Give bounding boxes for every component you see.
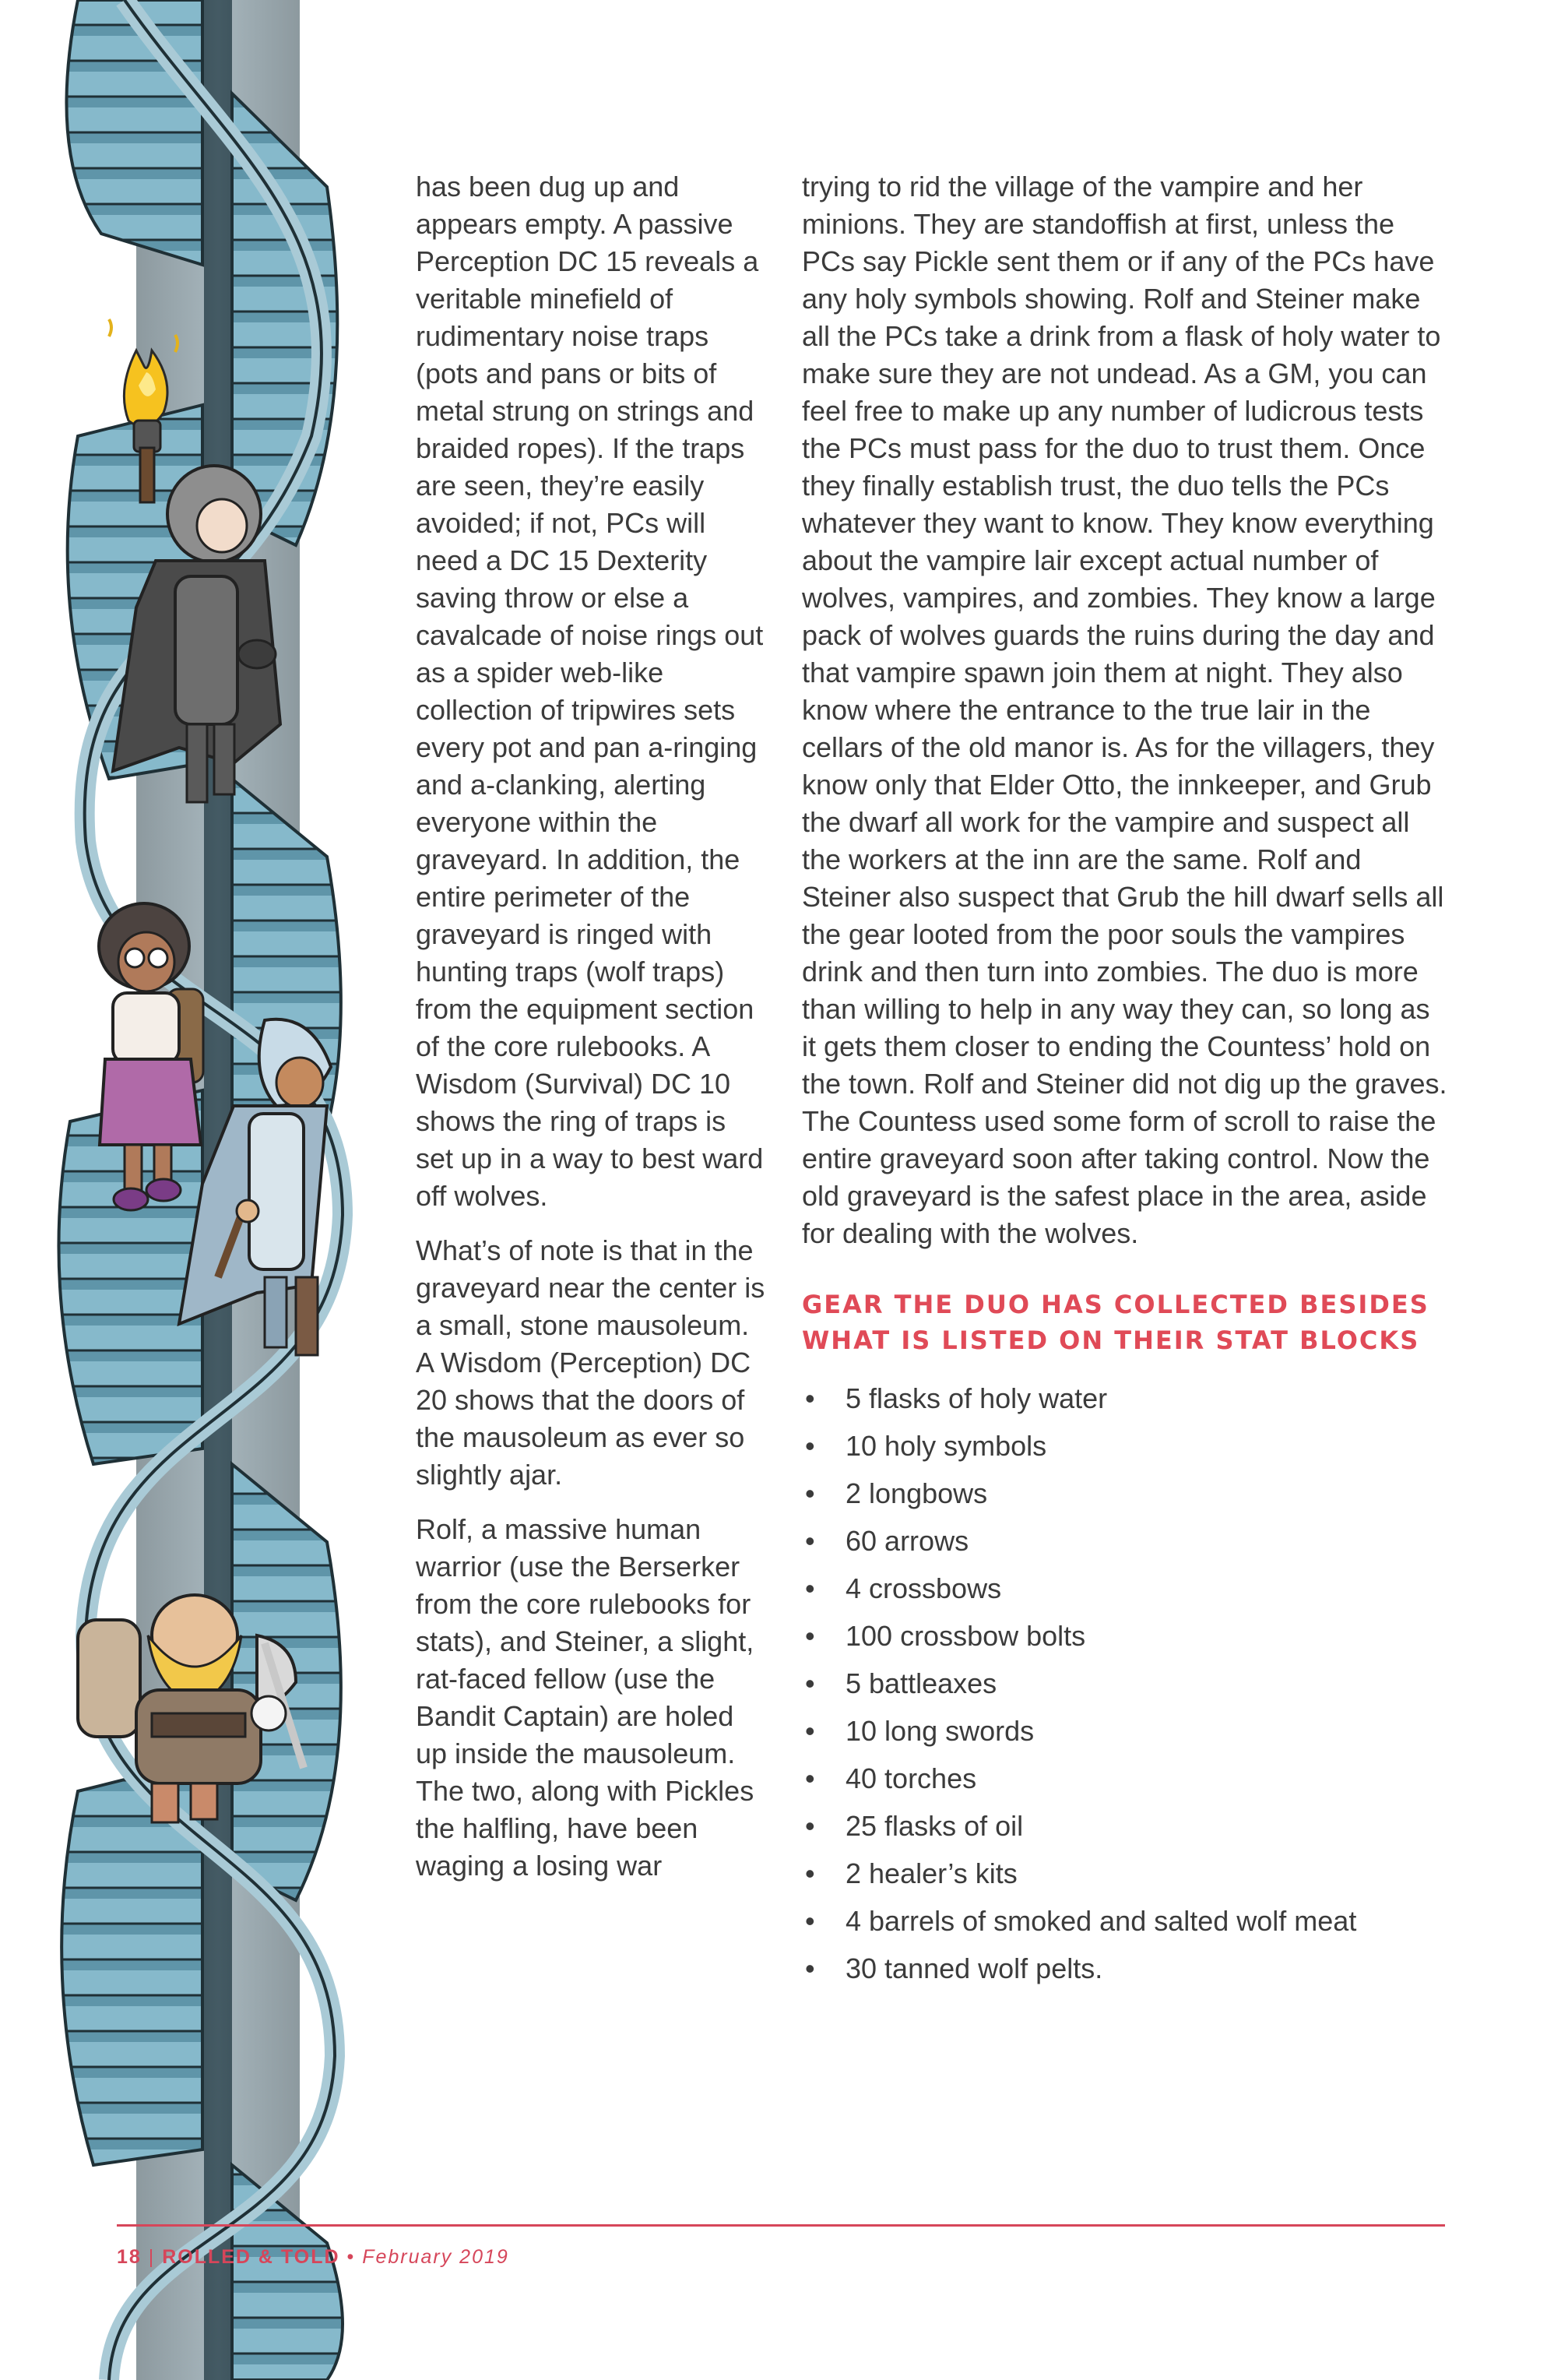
list-item: • 25 flasks of oil — [802, 1808, 1448, 1845]
bullet-icon: • — [805, 1525, 815, 1557]
page-number: 18 — [117, 2246, 142, 2268]
bullet-icon: • — [805, 1715, 815, 1747]
page-footer — [117, 2246, 509, 2269]
list-item: • 100 crossbow bolts — [802, 1618, 1448, 1655]
list-item: • 10 holy symbols — [802, 1428, 1448, 1465]
list-item: • 4 barrels of smoked and salted wolf meat — [802, 1903, 1448, 1940]
bullet-icon: • — [805, 1572, 815, 1604]
bullet-icon: • — [805, 1382, 815, 1414]
gear-heading — [802, 1287, 1448, 1358]
issue-date: February 2019 — [362, 2246, 509, 2268]
list-item: • 2 healer’s kits — [802, 1855, 1448, 1892]
bullet-icon: • — [805, 1430, 815, 1462]
list-item: • 30 tanned wolf pelts. — [802, 1950, 1448, 1987]
list-item: • 60 arrows — [802, 1523, 1448, 1560]
bullet-icon: • — [805, 1810, 815, 1842]
spiral-staircase-illustration — [0, 0, 366, 2380]
paragraph-duo: trying to rid the village of the vampire and her minions. They are standoffish at first, unless the PCs say Pickle sent them or if any of the PCs have any holy symbols showing. Rolf and Steiner make all the PCs take a drink from a flask of holy water to make sure they are not undead. As a GM, you can feel free to make up any number of ludicrous tests the PCs must pass for the duo to trust them. Once they finally establish trust, the duo tells the PCs whatever they want to know. They know everything about the vampire lair except actual number of wolves, vampires, and zombies. They know a large pack of wolves guards the ruins during the day and that vampire spawn join them at night. They also know where the entrance to the true lair in the cellars of the old manor is. As for the villagers, they know only that Elder Otto, the innkeeper, and Grub the dwarf all work for the vampire and suspect all the workers at the inn are the same. Rolf and Steiner also suspect that Grub the hill dwarf sells all the gear looted from the poor souls the vampires drink and then turn into zombies. The duo is more than willing to help in any way they can, so long as it gets them closer to ending the Countess’ hold on the town. Rolf and Steiner did not dig up the graves. The Countess used some form of scroll to raise the entire graveyard soon after taking control. Now the old graveyard is the safest place in the area, aside for dealing with the wolves. — [802, 171, 1447, 1249]
bullet-icon: • — [805, 1477, 815, 1509]
bullet-icon: • — [805, 1952, 815, 1984]
list-item: • 5 battleaxes — [802, 1665, 1448, 1702]
bullet-icon: • — [805, 1905, 815, 1937]
list-item: • 2 longbows — [802, 1475, 1448, 1512]
footer-dot: • — [346, 2246, 356, 2268]
bullet-icon: • — [805, 1620, 815, 1652]
right-text-column — [802, 168, 1448, 1998]
list-item: • 10 long swords — [802, 1713, 1448, 1750]
list-item: • 40 torches — [802, 1760, 1448, 1797]
gear-heading-line1: GEAR THE DUO HAS COLLECTED BESIDES — [802, 1290, 1429, 1319]
list-item: • 4 crossbows — [802, 1570, 1448, 1607]
paragraph-rolf-steiner: Rolf, a massive human warrior (use the Berserker from the core rulebooks for stats), and Steiner, a slight, rat-faced fellow (use the Bandit Captain) are holed up inside the mausoleum. The two, along with Pickles the halfling, have been waging a losing war — [416, 1513, 754, 1882]
paragraph-traps: has been dug up and appears empty. A passive Perception DC 15 reveals a veritable minefield of rudimentary noise traps (pots and pans or bits of metal strung on strings and braided ropes). If the traps are seen, they’re easily avoided; if not, PCs will need a DC 15 Dexterity saving throw or else a cavalcade of noise rings out as a spider web-like collection of tripwires sets every pot and pan a-ringing and a-clanking, alerting everyone within the graveyard. In addition, the entire perimeter of the graveyard is ringed with hunting traps (wolf traps) from the equipment section of the core rulebooks. A Wisdom (Survival) DC 10 shows the ring of traps is set up in a way to best ward off wolves. — [416, 171, 764, 1212]
footer-separator: | — [148, 2246, 156, 2268]
list-item: • 5 flasks of holy water — [802, 1380, 1448, 1417]
bullet-icon: • — [805, 1857, 815, 1889]
left-text-column — [416, 168, 766, 1902]
bullet-icon: • — [805, 1762, 815, 1794]
bullet-icon: • — [805, 1667, 815, 1699]
paragraph-mausoleum: What’s of note is that in the graveyard near the center is a small, stone mausoleum. A Wisdom (Perception) DC 20 shows that the doors of the mausoleum as ever so slightly ajar. — [416, 1234, 765, 1491]
publication-name: ROLLED & TOLD — [162, 2246, 340, 2268]
gear-heading-line2: WHAT IS LISTED ON THEIR STAT BLOCKS — [802, 1326, 1420, 1355]
footer-divider — [117, 2224, 1445, 2227]
gear-list — [802, 1380, 1448, 1987]
